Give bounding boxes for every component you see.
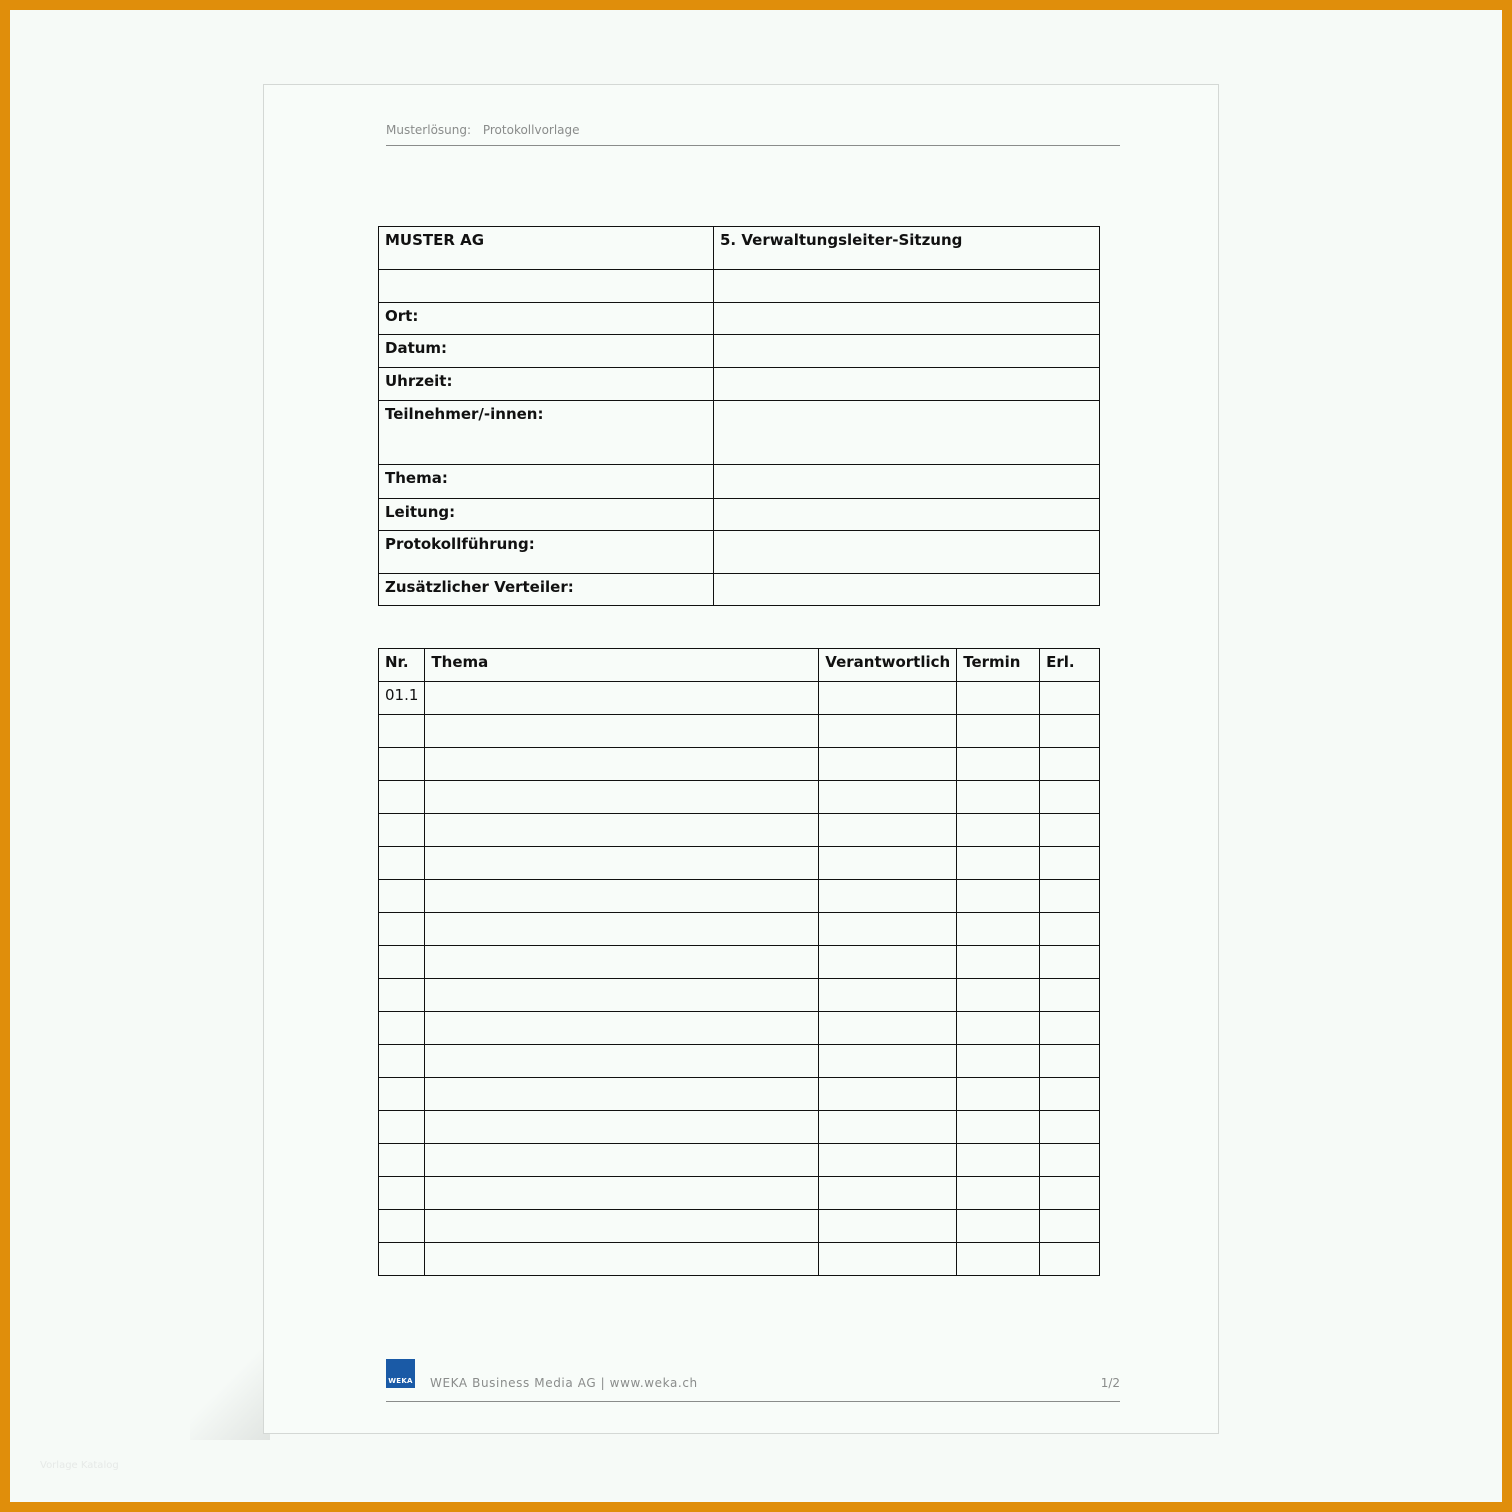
item-erl: [1040, 1012, 1100, 1045]
meta-value: [714, 368, 1100, 401]
item-thema: [425, 781, 819, 814]
col-header-termin: Termin: [957, 649, 1040, 682]
item-nr: 01.1: [379, 682, 425, 715]
table-row: [379, 1078, 1100, 1111]
meta-title-row: [379, 227, 1100, 270]
meta-label: Protokollführung:: [379, 531, 714, 574]
item-nr: [379, 979, 425, 1012]
company-name: MUSTER AG: [379, 227, 714, 270]
meta-value: [714, 499, 1100, 531]
item-thema: [425, 1210, 819, 1243]
item-verantwortlich: [819, 1144, 957, 1177]
item-erl: [1040, 979, 1100, 1012]
table-row: [379, 847, 1100, 880]
table-row: [379, 781, 1100, 814]
weka-logo: WEKA: [386, 1359, 415, 1388]
meta-label: Teilnehmer/-innen:: [379, 401, 714, 465]
item-nr: [379, 748, 425, 781]
item-erl: [1040, 814, 1100, 847]
meta-row: [379, 465, 1100, 499]
page-shadow: [190, 1350, 270, 1440]
meta-row: [379, 303, 1100, 335]
item-nr: [379, 814, 425, 847]
item-termin: [957, 1045, 1040, 1078]
item-erl: [1040, 1210, 1100, 1243]
item-nr: [379, 1177, 425, 1210]
meta-label: Zusätzlicher Verteiler:: [379, 574, 714, 606]
meta-row: [379, 499, 1100, 531]
page-header: [386, 123, 1120, 146]
meta-label: Leitung:: [379, 499, 714, 531]
item-verantwortlich: [819, 946, 957, 979]
col-header-thema: Thema: [425, 649, 819, 682]
item-nr: [379, 1210, 425, 1243]
item-thema: [425, 1045, 819, 1078]
footer-company: WEKA Business Media AG | www.weka.ch: [430, 1376, 698, 1390]
table-row: [379, 880, 1100, 913]
meta-label: Datum:: [379, 335, 714, 368]
item-thema: [425, 1078, 819, 1111]
meta-row: [379, 335, 1100, 368]
item-termin: [957, 781, 1040, 814]
item-nr: [379, 781, 425, 814]
item-nr: [379, 1111, 425, 1144]
table-row: [379, 946, 1100, 979]
item-erl: [1040, 880, 1100, 913]
col-header-erl: Erl.: [1040, 649, 1100, 682]
item-verantwortlich: [819, 1078, 957, 1111]
item-erl: [1040, 913, 1100, 946]
item-verantwortlich: [819, 715, 957, 748]
item-verantwortlich: [819, 880, 957, 913]
item-erl: [1040, 1144, 1100, 1177]
table-row: [379, 1144, 1100, 1177]
meta-row: [379, 574, 1100, 606]
meta-value: [714, 574, 1100, 606]
table-row: [379, 979, 1100, 1012]
item-thema: [425, 1111, 819, 1144]
item-thema: [425, 1012, 819, 1045]
item-erl: [1040, 715, 1100, 748]
item-erl: [1040, 1243, 1100, 1276]
item-termin: [957, 1210, 1040, 1243]
item-verantwortlich: [819, 979, 957, 1012]
meta-label: Ort:: [379, 303, 714, 335]
item-erl: [1040, 847, 1100, 880]
item-verantwortlich: [819, 781, 957, 814]
item-verantwortlich: [819, 847, 957, 880]
meta-label: Thema:: [379, 465, 714, 499]
meta-value: [714, 465, 1100, 499]
item-erl: [1040, 682, 1100, 715]
item-termin: [957, 715, 1040, 748]
item-termin: [957, 1243, 1040, 1276]
meta-row: [379, 401, 1100, 465]
item-verantwortlich: [819, 1210, 957, 1243]
item-termin: [957, 946, 1040, 979]
item-nr: [379, 946, 425, 979]
item-erl: [1040, 781, 1100, 814]
table-row: [379, 1210, 1100, 1243]
table-row: [379, 1012, 1100, 1045]
item-thema: [425, 814, 819, 847]
item-nr: [379, 1012, 425, 1045]
item-thema: [425, 979, 819, 1012]
item-thema: [425, 682, 819, 715]
document-page: [263, 84, 1219, 1434]
col-header-nr: Nr.: [379, 649, 425, 682]
meta-value: [714, 531, 1100, 574]
table-row: [379, 1177, 1100, 1210]
meta-value: [714, 270, 1100, 303]
meta-value: [714, 303, 1100, 335]
item-thema: [425, 946, 819, 979]
item-verantwortlich: [819, 814, 957, 847]
item-termin: [957, 880, 1040, 913]
meta-value: [714, 401, 1100, 465]
item-thema: [425, 715, 819, 748]
item-nr: [379, 1045, 425, 1078]
item-erl: [1040, 1078, 1100, 1111]
item-termin: [957, 1111, 1040, 1144]
item-termin: [957, 1078, 1040, 1111]
item-nr: [379, 1243, 425, 1276]
item-verantwortlich: [819, 913, 957, 946]
meeting-title: 5. Verwaltungsleiter-Sitzung: [714, 227, 1100, 270]
item-thema: [425, 748, 819, 781]
item-termin: [957, 748, 1040, 781]
item-erl: [1040, 1045, 1100, 1078]
col-header-verantwortlich: Verantwortlich: [819, 649, 957, 682]
table-row: [379, 682, 1100, 715]
header-label: Musterlösung:: [386, 123, 472, 137]
item-verantwortlich: [819, 748, 957, 781]
item-nr: [379, 847, 425, 880]
page-number: 1/2: [1100, 1376, 1120, 1390]
item-termin: [957, 979, 1040, 1012]
item-thema: [425, 1177, 819, 1210]
item-thema: [425, 1144, 819, 1177]
item-nr: [379, 1078, 425, 1111]
item-erl: [1040, 748, 1100, 781]
item-verantwortlich: [819, 1012, 957, 1045]
item-thema: [425, 847, 819, 880]
table-row: [379, 1243, 1100, 1276]
item-erl: [1040, 1177, 1100, 1210]
watermark: Vorlage Katalog: [40, 1460, 119, 1471]
meeting-info-table: [378, 226, 1100, 606]
meta-row: [379, 270, 1100, 303]
item-nr: [379, 1144, 425, 1177]
agenda-header-row: [379, 649, 1100, 682]
meta-row: [379, 368, 1100, 401]
table-row: [379, 715, 1100, 748]
item-termin: [957, 913, 1040, 946]
meta-value: [714, 335, 1100, 368]
item-nr: [379, 880, 425, 913]
meta-label: Uhrzeit:: [379, 368, 714, 401]
item-thema: [425, 1243, 819, 1276]
item-nr: [379, 715, 425, 748]
item-thema: [425, 880, 819, 913]
page-footer: [386, 1357, 1120, 1402]
item-verantwortlich: [819, 1177, 957, 1210]
item-verantwortlich: [819, 1045, 957, 1078]
table-row: [379, 748, 1100, 781]
item-termin: [957, 1012, 1040, 1045]
agenda-items-table: [378, 648, 1100, 1276]
item-erl: [1040, 1111, 1100, 1144]
header-title: Protokollvorlage: [482, 123, 580, 137]
item-termin: [957, 1177, 1040, 1210]
item-termin: [957, 1144, 1040, 1177]
meta-label: [379, 270, 714, 303]
item-termin: [957, 682, 1040, 715]
item-erl: [1040, 946, 1100, 979]
table-row: [379, 1111, 1100, 1144]
item-thema: [425, 913, 819, 946]
item-verantwortlich: [819, 682, 957, 715]
table-row: [379, 913, 1100, 946]
item-termin: [957, 814, 1040, 847]
item-nr: [379, 913, 425, 946]
table-row: [379, 1045, 1100, 1078]
item-termin: [957, 847, 1040, 880]
item-verantwortlich: [819, 1111, 957, 1144]
item-verantwortlich: [819, 1243, 957, 1276]
meta-row: [379, 531, 1100, 574]
table-row: [379, 814, 1100, 847]
